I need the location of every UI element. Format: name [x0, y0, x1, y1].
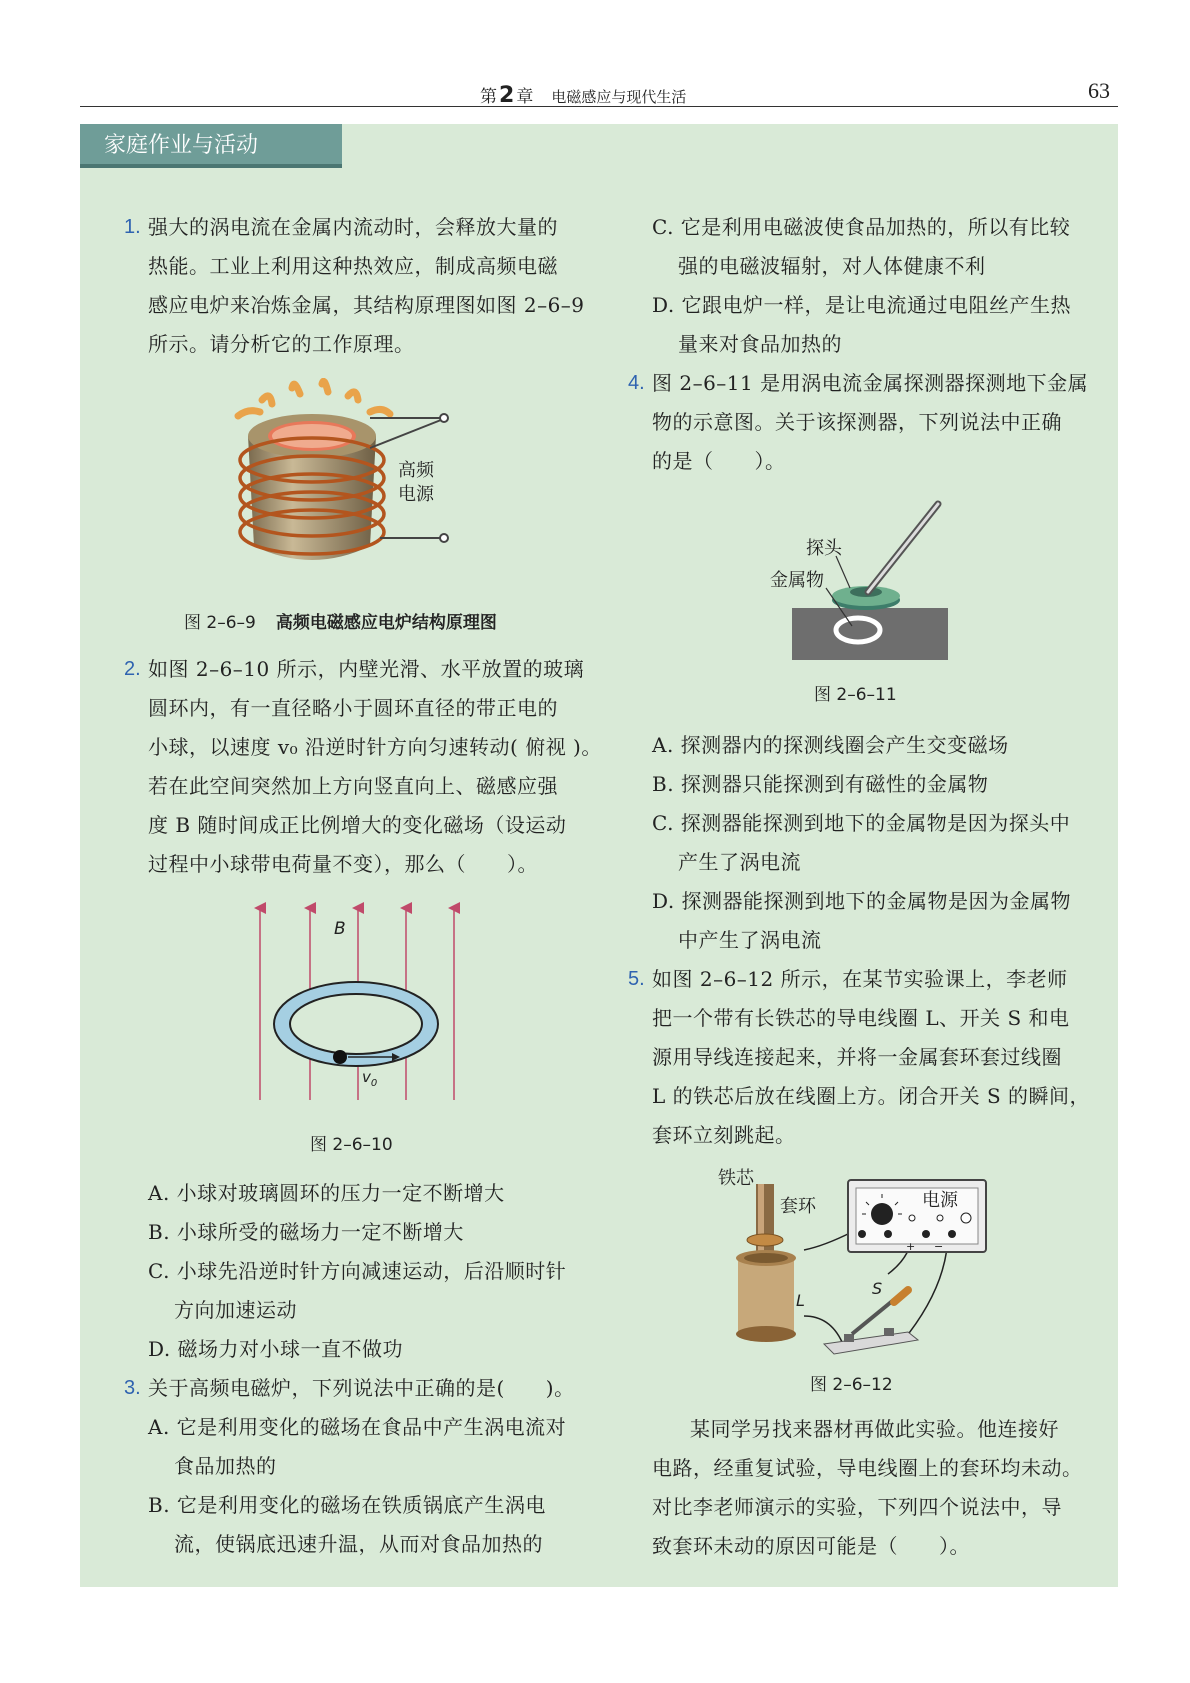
q2-line: 度 B 随时间成正比例增大的变化磁场（设运动: [148, 813, 567, 837]
core-label: 铁芯: [718, 1168, 754, 1189]
fig-2-6-11-caption: 图 2–6–11: [814, 685, 897, 705]
metal-label: 金属物: [770, 570, 824, 591]
q3-option: 量来对食品加热的: [678, 332, 842, 356]
q3-option: 食品加热的: [174, 1454, 277, 1478]
q5-line: 把一个带有长铁芯的导电线圈 L、开关 S 和电: [652, 1006, 1070, 1030]
section-title: 家庭作业与活动: [80, 124, 342, 168]
fig-2-6-9-caption: 图 2–6–9 高频电磁感应电炉结构原理图: [184, 613, 497, 633]
field-B-label: B: [334, 919, 346, 939]
q5-followup: 致套环未动的原因可能是（ ）。: [652, 1534, 970, 1558]
switch-S-label: S: [872, 1279, 883, 1298]
jumping-ring-figure: [712, 1166, 1002, 1362]
q3-option: D. 它跟电炉一样，是让电流通过电阻丝产生热: [652, 293, 1072, 317]
q2-option: B. 小球所受的磁场力一定不断增大: [148, 1220, 464, 1244]
q4-line: 的是（ ）。: [652, 449, 786, 473]
q2-option: A. 小球对玻璃圆环的压力一定不断增大: [148, 1181, 505, 1205]
q2-line: 如图 2–6–10 所示，内壁光滑、水平放置的玻璃: [148, 657, 585, 681]
q2-line: 若在此空间突然加上方向竖直向上、磁感应强: [148, 774, 558, 798]
q4-line: 图 2–6–11 是用涡电流金属探测器探测地下金属: [652, 371, 1089, 395]
ring-field-figure: [244, 900, 464, 1110]
svg-text:−: −: [934, 1240, 944, 1253]
running-header: [80, 68, 1118, 107]
fig-label-source: 电源: [398, 484, 434, 505]
q5-line: L 的铁芯后放在线圈上方。闭合开关 S 的瞬间，: [652, 1084, 1091, 1108]
chapter-title: 电磁感应与现代生活: [551, 88, 687, 106]
q2-number: 2.: [124, 658, 141, 680]
chapter-number: 2: [499, 83, 515, 108]
q3-option: C. 它是利用电磁波使食品加热的，所以有比较: [652, 215, 1071, 239]
q5-line: 源用导线连接起来，并将一金属套环套过线圈: [652, 1045, 1062, 1069]
q1-number: 1.: [124, 216, 141, 238]
q3-option: 流，使锅底迅速升温，从而对食品加热的: [174, 1532, 543, 1556]
ring-label: 套环: [780, 1196, 816, 1217]
q1-line: 感应电炉来冶炼金属，其结构原理图如图 2–6–9: [148, 293, 585, 317]
q3-option: A. 它是利用变化的磁场在食品中产生涡电流对: [148, 1415, 567, 1439]
q4-option: C. 探测器能探测到地下的金属物是因为探头中: [652, 811, 1071, 835]
power-label: 电源: [922, 1190, 958, 1211]
q5-followup: 对比李老师演示的实验，下列四个说法中，导: [652, 1495, 1062, 1519]
metal-detector-figure: [760, 500, 960, 664]
q4-option: 中产生了涡电流: [678, 928, 822, 952]
q3-stem: 关于高频电磁炉，下列说法中正确的是( )。: [148, 1376, 575, 1400]
q4-option: B. 探测器只能探测到有磁性的金属物: [652, 772, 989, 796]
q2-line: 过程中小球带电荷量不变），那么（ ）。: [148, 852, 538, 876]
q4-option: 产生了涡电流: [678, 850, 801, 874]
furnace-figure: [220, 378, 500, 600]
probe-label: 探头: [806, 538, 842, 559]
q4-line: 物的示意图。关于该探测器，下列说法中正确: [652, 410, 1062, 434]
q5-line: 套环立刻跳起。: [652, 1123, 796, 1147]
q5-followup: 电路，经重复试验，导电线圈上的套环均未动。: [652, 1456, 1083, 1480]
q4-option: D. 探测器能探测到地下的金属物是因为金属物: [652, 889, 1072, 913]
q5-number: 5.: [628, 968, 645, 990]
page-number: 63: [1088, 78, 1110, 103]
q2-line: 圆环内，有一直径略小于圆环直径的带正电的: [148, 696, 558, 720]
q1-line: 热能。工业上利用这种热效应，制成高频电磁: [148, 254, 558, 278]
q3-option: B. 它是利用变化的磁场在铁质锅底产生涡电: [148, 1493, 546, 1517]
q1-line: 强大的涡电流在金属内流动时，会释放大量的: [148, 215, 558, 239]
svg-text:+: +: [906, 1240, 916, 1253]
q5-line: 如图 2–6–12 所示，在某节实验课上，李老师: [652, 967, 1068, 991]
chapter-label: 第2 章 电磁感应与现代生活: [480, 83, 687, 108]
fig-label-high: 高频: [398, 460, 434, 481]
fig-2-6-12-caption: 图 2–6–12: [810, 1375, 893, 1395]
q2-option: D. 磁场力对小球一直不做功: [148, 1337, 404, 1361]
velocity-label: $v_0$: [362, 1068, 378, 1089]
q4-number: 4.: [628, 372, 645, 394]
q3-option: 强的电磁波辐射，对人体健康不利: [678, 254, 986, 278]
q3-number: 3.: [124, 1377, 141, 1399]
q2-option: C. 小球先沿逆时针方向减速运动，后沿顺时针: [148, 1259, 567, 1283]
q2-option: 方向加速运动: [174, 1298, 297, 1322]
q5-followup: 某同学另找来器材再做此实验。他连接好: [690, 1417, 1059, 1441]
q2-line: 小球，以速度 v₀ 沿逆时针方向匀速转动( 俯视 )。: [148, 735, 602, 759]
q4-option: A. 探测器内的探测线圈会产生交变磁场: [652, 733, 1009, 757]
coil-L-label: L: [796, 1291, 805, 1310]
q1-line: 所示。请分析它的工作原理。: [148, 332, 415, 356]
fig-2-6-10-caption: 图 2–6–10: [310, 1135, 393, 1155]
